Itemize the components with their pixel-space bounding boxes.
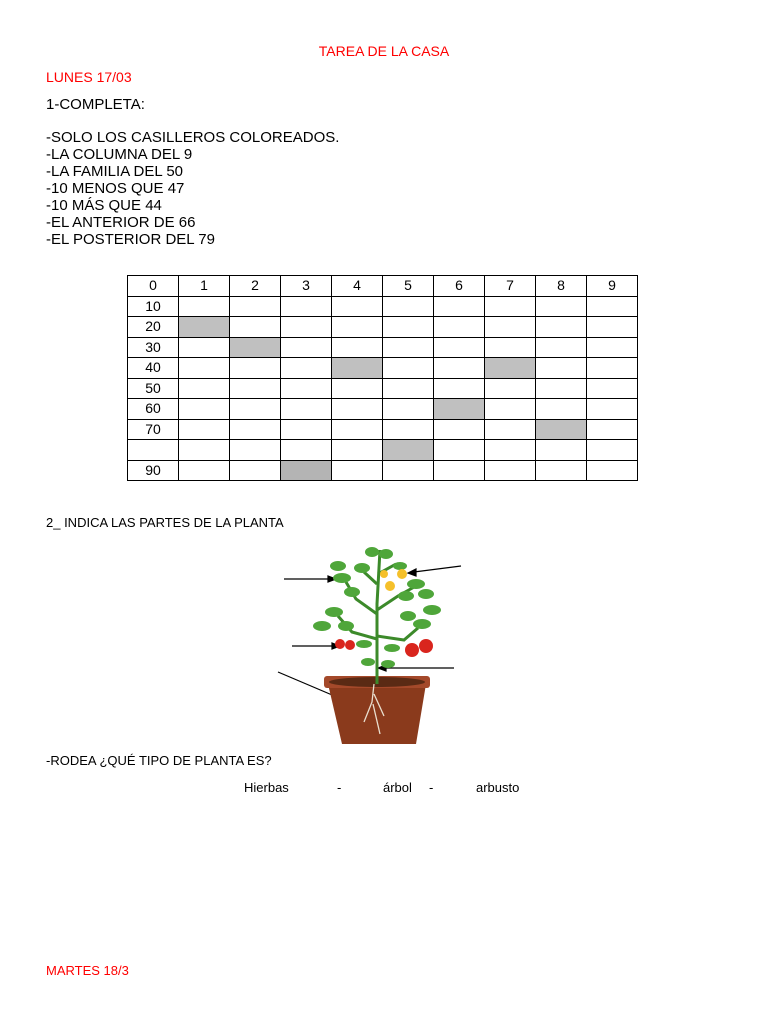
grid-row bbox=[128, 378, 638, 399]
grid-header-cell: 5 bbox=[383, 276, 434, 297]
grid-cell bbox=[179, 378, 230, 399]
instruction-line: -EL POSTERIOR DEL 79 bbox=[46, 231, 215, 248]
page-title: TAREA DE LA CASA bbox=[318, 43, 450, 59]
grid-cell bbox=[230, 358, 281, 379]
instruction-line: -SOLO LOS CASILLEROS COLOREADOS. bbox=[46, 129, 340, 146]
grid-cell bbox=[587, 337, 638, 358]
grid-cell bbox=[179, 399, 230, 420]
grid-row-label: 20 bbox=[128, 317, 179, 338]
grid-cell bbox=[332, 378, 383, 399]
grid-header-cell: 1 bbox=[179, 276, 230, 297]
grid-cell bbox=[485, 399, 536, 420]
grid-cell bbox=[281, 399, 332, 420]
grid-cell bbox=[179, 419, 230, 440]
flowers bbox=[380, 569, 407, 591]
grid-cell bbox=[332, 296, 383, 317]
grid-cell bbox=[230, 399, 281, 420]
grid-cell bbox=[230, 460, 281, 481]
grid-cell bbox=[434, 337, 485, 358]
grid-cell bbox=[434, 460, 485, 481]
grid-cell bbox=[536, 399, 587, 420]
grid-header-cell: 3 bbox=[281, 276, 332, 297]
grid-cell bbox=[179, 440, 230, 461]
grid-cell bbox=[485, 419, 536, 440]
grid-cell-shaded[interactable] bbox=[485, 358, 536, 379]
grid-row bbox=[128, 296, 638, 317]
grid-cell bbox=[383, 378, 434, 399]
grid-cell bbox=[281, 317, 332, 338]
grid-cell bbox=[485, 460, 536, 481]
grid-cell-shaded[interactable] bbox=[536, 419, 587, 440]
grid-cell bbox=[536, 296, 587, 317]
grid-cell bbox=[383, 296, 434, 317]
grid-cell bbox=[281, 378, 332, 399]
grid-cell bbox=[485, 378, 536, 399]
grid-cell bbox=[281, 337, 332, 358]
grid-row bbox=[128, 419, 638, 440]
grid-cell bbox=[281, 358, 332, 379]
grid-row-label: 30 bbox=[128, 337, 179, 358]
grid-row-label: 90 bbox=[128, 460, 179, 481]
grid-cell bbox=[332, 460, 383, 481]
grid-row-label: 60 bbox=[128, 399, 179, 420]
grid-header-cell: 0 bbox=[128, 276, 179, 297]
grid-cell bbox=[383, 358, 434, 379]
grid-header-cell: 8 bbox=[536, 276, 587, 297]
grid-cell bbox=[230, 317, 281, 338]
grid-cell-shaded[interactable] bbox=[281, 460, 332, 481]
grid-cell bbox=[332, 440, 383, 461]
instruction-line: -10 MENOS QUE 47 bbox=[46, 180, 185, 197]
grid-cell bbox=[383, 399, 434, 420]
option-hierbas[interactable]: Hierbas bbox=[244, 780, 289, 795]
grid-row-label: 50 bbox=[128, 378, 179, 399]
grid-header-cell: 2 bbox=[230, 276, 281, 297]
grid-cell bbox=[587, 378, 638, 399]
grid-cell-shaded[interactable] bbox=[332, 358, 383, 379]
grid-cell bbox=[332, 317, 383, 338]
grid-cell bbox=[434, 296, 485, 317]
grid-header-row bbox=[128, 276, 638, 297]
grid-row-label: 70 bbox=[128, 419, 179, 440]
grid-cell bbox=[434, 440, 485, 461]
grid-cell bbox=[536, 317, 587, 338]
date-monday: LUNES 17/03 bbox=[46, 69, 132, 85]
option-separator: - bbox=[429, 780, 434, 795]
grid-cell bbox=[485, 317, 536, 338]
grid-cell bbox=[485, 296, 536, 317]
grid-cell-shaded[interactable] bbox=[383, 440, 434, 461]
instruction-line: -LA FAMILIA DEL 50 bbox=[46, 163, 184, 180]
grid-cell bbox=[536, 378, 587, 399]
grid-header-cell: 6 bbox=[434, 276, 485, 297]
grid-cell bbox=[179, 358, 230, 379]
grid-cell bbox=[179, 296, 230, 317]
grid-cell bbox=[281, 296, 332, 317]
grid-cell bbox=[332, 399, 383, 420]
grid-cell bbox=[434, 317, 485, 338]
grid-cell bbox=[536, 358, 587, 379]
grid-cell bbox=[587, 419, 638, 440]
instruction-line: -LA COLUMNA DEL 9 bbox=[46, 146, 193, 163]
grid-cell bbox=[179, 337, 230, 358]
grid-cell bbox=[434, 358, 485, 379]
exercise1-heading: 1-COMPLETA: bbox=[46, 96, 145, 113]
grid-cell bbox=[587, 440, 638, 461]
grid-cell bbox=[587, 460, 638, 481]
grid-cell bbox=[230, 440, 281, 461]
grid-cell-shaded[interactable] bbox=[434, 399, 485, 420]
grid-cell bbox=[230, 419, 281, 440]
grid-cell bbox=[230, 296, 281, 317]
option-separator: - bbox=[337, 780, 342, 795]
grid-cell bbox=[434, 419, 485, 440]
grid-cell bbox=[383, 317, 434, 338]
grid-header-cell: 7 bbox=[485, 276, 536, 297]
grid-row-label: 10 bbox=[128, 296, 179, 317]
grid-cell bbox=[281, 419, 332, 440]
instruction-line: -EL ANTERIOR DE 66 bbox=[46, 214, 196, 231]
grid-cell bbox=[383, 460, 434, 481]
exercise2-heading: 2_ INDICA LAS PARTES DE LA PLANTA bbox=[46, 515, 284, 530]
grid-cell bbox=[230, 378, 281, 399]
grid-cell bbox=[485, 440, 536, 461]
grid-cell bbox=[383, 337, 434, 358]
grid-header-cell: 9 bbox=[587, 276, 638, 297]
grid-cell bbox=[536, 440, 587, 461]
grid-header-cell: 4 bbox=[332, 276, 383, 297]
exercise1-instructions bbox=[46, 129, 339, 248]
grid-row bbox=[128, 460, 638, 481]
flower-pot bbox=[324, 676, 430, 744]
grid-cell bbox=[536, 460, 587, 481]
grid-cell bbox=[434, 378, 485, 399]
grid-cell bbox=[587, 296, 638, 317]
grid-cell bbox=[332, 337, 383, 358]
option-arbol[interactable]: árbol bbox=[383, 780, 412, 795]
option-arbusto[interactable]: arbusto bbox=[476, 780, 520, 795]
grid-cell bbox=[587, 317, 638, 338]
grid-cell bbox=[179, 460, 230, 481]
grid-cell-shaded[interactable] bbox=[179, 317, 230, 338]
grid-row bbox=[128, 337, 638, 358]
grid-row bbox=[128, 399, 638, 420]
grid-cell bbox=[281, 440, 332, 461]
grid-row-label bbox=[128, 440, 179, 461]
grid-cell bbox=[587, 358, 638, 379]
grid-cell bbox=[332, 419, 383, 440]
plant-illustration bbox=[276, 544, 466, 750]
grid-cell bbox=[587, 399, 638, 420]
exercise2-question: -RODEA ¿QUÉ TIPO DE PLANTA ES? bbox=[46, 753, 272, 768]
grid-row-label: 40 bbox=[128, 358, 179, 379]
instruction-line: -10 MÁS QUE 44 bbox=[46, 197, 162, 214]
grid-cell bbox=[383, 419, 434, 440]
grid-row bbox=[128, 440, 638, 461]
grid-cell bbox=[485, 337, 536, 358]
grid-cell-shaded[interactable] bbox=[230, 337, 281, 358]
grid-row bbox=[128, 317, 638, 338]
number-grid bbox=[127, 275, 638, 481]
grid-row bbox=[128, 358, 638, 379]
date-tuesday: MARTES 18/3 bbox=[46, 963, 129, 978]
grid-cell bbox=[536, 337, 587, 358]
